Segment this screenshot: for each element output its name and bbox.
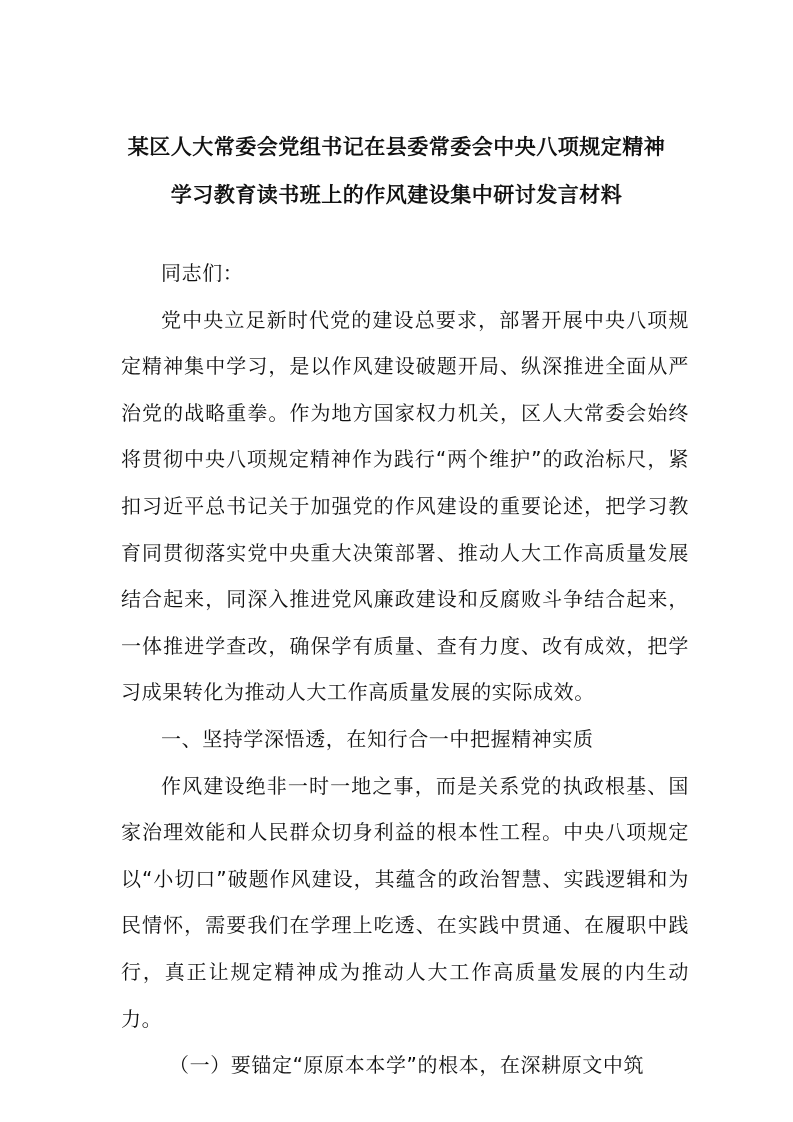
salutation: 同志们：	[161, 261, 244, 285]
section-heading-1: 一、坚持学深悟透，在知行合一中把握精神实质	[161, 726, 594, 751]
subsection-heading-1: （一）要锚定“原原本本学”的根本，在深耕原文中筑	[169, 1053, 645, 1078]
body-paragraph-section-1: 作风建设绝非一时一地之事，而是关系党的执政根基、国家治理效能和人民群众切身利益的根本性工程。中央八项规定以“小切口”破题作风建设，其蕴含的政治智慧、实践逻辑和为民情怀，需要我们在学理上吃透、在实践中贯通、在履职中践行，真正让规定精神成为推动人大工作高质量发展的内生动力。	[121, 773, 689, 1031]
document-title-line-1: 某区人大常委会党组书记在县委常委会中央八项规定精神	[127, 135, 666, 159]
document-body	[121, 250, 689, 1089]
document-title-line-2: 学习教育读书班上的作风建设集中研讨发言材料	[170, 183, 623, 207]
body-paragraph-intro: 党中央立足新时代党的建设总要求，部署开展中央八项规定精神集中学习，是以作风建设破题开局、纵深推进全面从严治党的战略重拳。作为地方国家权力机关，区人大常委会始终将贯彻中央八项规定精神作为践行“两个维护”的政治标尺，紧扣习近平总书记关于加强党的作风建设的重要论述，把学习教育同贯彻落实党中央重大决策部署、推动人大工作高质量发展结合起来，同深入推进党风廉政建设和反腐败斗争结合起来，一体推进学查改，确保学有质量、查有力度、改有成效，把学习成果转化为推动人大工作高质量发展的实际成效。	[121, 307, 689, 705]
